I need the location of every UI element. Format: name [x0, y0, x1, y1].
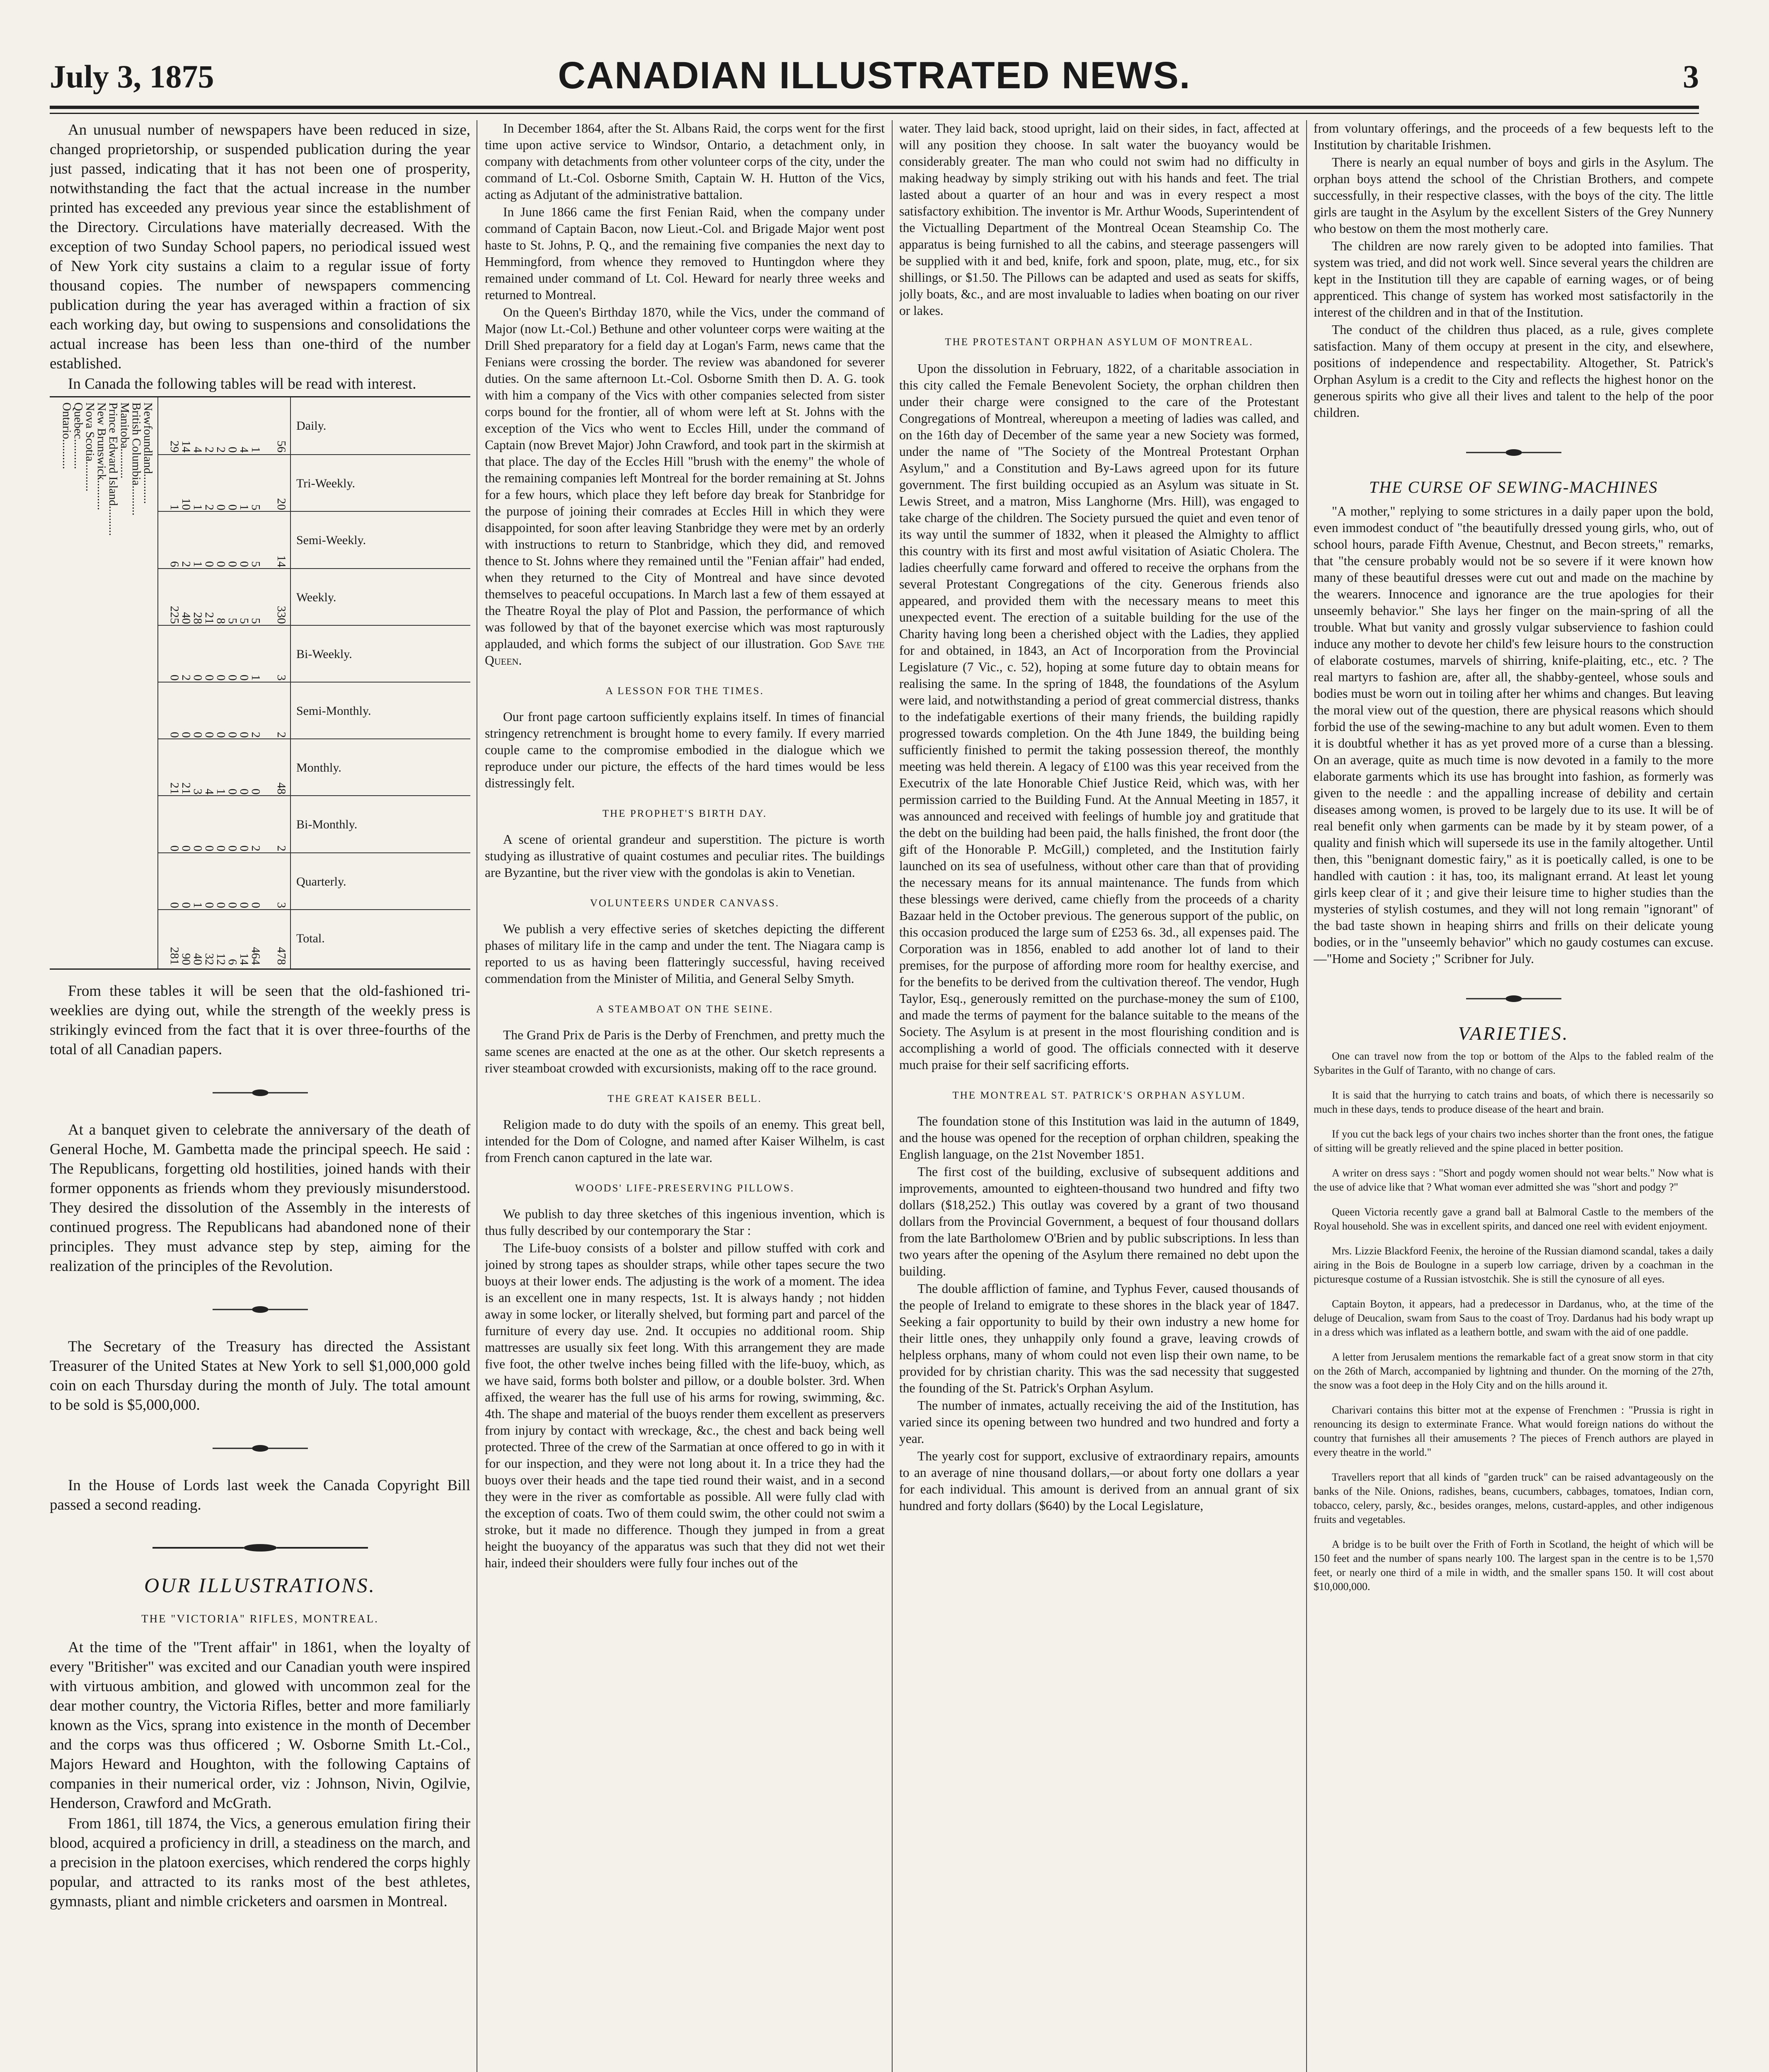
column-2: [485, 120, 885, 2072]
ornament-divider: [50, 1299, 470, 1319]
table-cell-total: 56: [275, 441, 288, 453]
subheading-lesson: A LESSON FOR THE TIMES.: [605, 685, 764, 697]
table-cell: 21: [179, 782, 193, 795]
row-label: Weekly.: [296, 590, 336, 604]
article-paragraph: The conduct of the children thus placed, as a rule, gives complete satisfaction. Many of them occupy at present in the city, and elsewhere, positions of independence and respectability. Altogether, St. Patrick's Orphan Asylum is a credit to the City and reflects the highest honor on the generous spirits who give all their lives and talent to the help of the poor children.: [1314, 322, 1713, 420]
table-cell: 5: [237, 618, 251, 624]
table-row: [157, 397, 470, 454]
ornament-divider: [50, 1082, 470, 1102]
subheading-kaiser-bell: THE GREAT KAISER BELL.: [607, 1093, 762, 1104]
table-cell: 0: [249, 788, 262, 795]
table-cell: 2: [249, 845, 262, 852]
article-paragraph: The yearly cost for support, exclusive of extraordinary repairs, amounts to an average of nine thousand dollars,—or about forty one dollars a year for each individual. This amount is derived from an annual grant of six hundred and forty dollars ($640) by the Local Legislature,: [899, 1449, 1299, 1513]
table-cell: 6: [226, 959, 239, 965]
province-name: Ontario..........: [60, 402, 73, 470]
province-name: New Brunswick..........: [95, 402, 108, 511]
row-label: Quarterly.: [296, 874, 346, 888]
article-paragraph: We publish to day three sketches of this ingenious invention, which is thus fully described by our contemporary the Star :: [485, 1207, 885, 1238]
table-cell: 1: [191, 902, 204, 908]
table-cell-total: 48: [275, 782, 288, 795]
table-cell: 281: [168, 947, 181, 965]
table-row: [157, 852, 470, 910]
variety-item: It is said that the hurrying to catch trains and boats, of which there is necessarily so much in these days, tends to produce disease of the heart and brain.: [1314, 1089, 1713, 1115]
article-paragraph: In December 1864, after the St. Albans Raid, the corps went for the first time upon active service to Windsor, Ontario, a detachment only, in company with detachments from other volunteer corps of the city, under the command of Lt.-Col. Osborne Smith, Captain W. H. Hutton of the Vics, acting as Adjutant of the administrative battalion.: [485, 121, 885, 202]
table-cell: 0: [237, 561, 251, 567]
article-paragraph: There is nearly an equal number of boys and girls in the Asylum. The orphan boys attend the school of the Christian Brothers, and compete successfully, in their respective classes, with the boys of the city. The little girls are taught in the Asylum by the excellent Sisters of the Grey Nunnery who bestow on them the most motherly care.: [1314, 155, 1713, 236]
table-cell: 0: [226, 504, 239, 511]
table-cell: 0: [226, 731, 239, 738]
masthead-rule-thin: [50, 113, 1699, 114]
issue-date: July 3, 1875: [50, 58, 214, 94]
section-heading-varieties: VARIETIES.: [1458, 1023, 1569, 1044]
table-cell: 0: [226, 845, 239, 852]
table-row: [157, 682, 470, 739]
table-cell: 29: [168, 441, 181, 453]
table-cell: 2: [214, 446, 227, 453]
table-cell: 1: [249, 675, 262, 681]
table-cell: 0: [214, 731, 227, 738]
table-cell: 0: [168, 731, 181, 738]
table-cell: 0: [191, 845, 204, 852]
table-cell: 0: [168, 845, 181, 852]
variety-item: Travellers report that all kinds of "garden truck" can be raised advantageously on the banks of the Nile. Onions, radishes, beans, cucumbers, cabbages, tomatoes, Indian corn, tobacco, celery, parsly, &c., besides oranges, melons, custard-apples, and other indigenous fruits and vegetables.: [1314, 1471, 1713, 1525]
section-heading-sewing-machines: THE CURSE OF SEWING-MACHINES: [1369, 478, 1658, 496]
table-row: [157, 625, 470, 683]
article-paragraph: In June 1866 came the first Fenian Raid, when the company under command of Captain Bacon, now Lieut.-Col. and Brigade Major went post haste to St. Johns, P. Q., and the remaining five companies the next day to Hemmingford, from whence they removed to Huntingdon where they remained under command of Lt. Col. Heward for nearly three weeks and returned to Montreal.: [485, 205, 885, 302]
table-cell: 0: [214, 504, 227, 511]
table-cell: 0: [179, 845, 193, 852]
province-name: Nova Scotia..........: [83, 402, 97, 492]
table-row: [157, 738, 470, 796]
table-cell: 28: [191, 612, 204, 624]
table-cell: 0: [203, 561, 216, 567]
article-gambetta: At a banquet given to celebrate the anniversary of the death of General Hoche, M. Gambetta made the principal speech. He said : The Republicans, forgetting old hostilities, joined hands with their former opponents as friends whom they previously misunderstood. They desired the dissolution of the Assembly in the interests of continued progress. The Republicans had abandoned none of their principles. They must advance step by step, aiming for the realization of the principles of the Revolution.: [50, 1121, 470, 1275]
table-cell: 12: [214, 953, 227, 965]
province-name: Newfoundland..........: [141, 402, 155, 504]
table-cell: 4: [191, 446, 204, 453]
table-cell-total: 330: [275, 606, 288, 624]
subheading-pillows: WOODS' LIFE-PRESERVING PILLOWS.: [575, 1183, 795, 1194]
article-paragraph: The double affliction of famine, and Typhus Fever, caused thousands of the people of Ireland to emigrate to these shores in the black year of 1847. Seeking a fair opportunity to build by their own industry a new home for their little ones, they unhappily only found a grave, leaving crowds of helpless orphans, many of whom could not even lisp their own name, to be provided for by christian charity. This was the sad necessity that suggested the founding of the St. Patrick's Orphan Asylum.: [899, 1281, 1299, 1395]
article-paragraph: Upon the dissolution in February, 1822, of a charitable association in this city called the Female Benevolent Society, the orphan children then under their charge were consigned to the care of the Protestant Congregations of Montreal, whereupon a meeting of ladies was called, and on the 16th day of December of the same year a new Society was formed, under the name of "The Society of the Montreal Protestant Orphan Asylum," and a Constitution and By-Laws agreed upon for its future government. The first building occupied as an Asylum was situate in St. Lewis Street, and a matron, Miss Langhorne (Mrs. Hill), was engaged to take charge of the children. The Society pursued the quiet and even tenor of its way until the summer of 1832, when it pleased the Almighty to afflict this country with its first and most awful visitation of Asiatic Cholera. The ladies cheerfully came forward and offered to receive the orphans from the several Protestant Congregations of the city. Generous friends also appeared, and provided them with the necessary means to meet this unexpected event. The erection of a suitable building for the use of the Charity having long been a cherished object with the Ladies, they applied for and obtained, in 1843, an Act of Incorporation from the Provincial Legislature (7 Vic., c. 52), hoping at some future day to obtain means for realising the same. In the spring of 1848, the foundations of the Asylum were laid, and notwithstanding a period of great commercial distress, thanks to the indefatigable exertions of their many friends, the building rapidly progressed towards completion. On the 4th June 1849, the building being sufficiently finished to permit the taking possession thereof, the monthly meeting was held therein. A legacy of £100 was this year received from the Executrix of the late Honorable Chief Justice Reid, which was, with her permission carried to the Building Fund. At the Annual Meeting in 1857, it was announced and received with feelings of humble joy and gratitude that the debt on the building had been paid, the halls finished, the front door (the gift of the Honorable P. McGill,) completed, and the Institution fairly launched on its sea of usefulness, without other care than that of providing the necessary means for its annual maintenance. The funds from which these blessings were derived, came chiefly from the proceeds of a charity Bazaar held in the October previous. The generous support of the public, on this occasion produced the large sum of £253 6s. 3d., all expenses paid. The Corporation was in 1856, enabled to add another lot of land to their premises, for the purpose of affording more room for healthy exercise, and for the benefits to be derived from the cultivation thereof. The vendor, Hugh Taylor, Esq., generously remitted on the purchase-money the sum of £100, and made the terms of payment for the balance suitable to the means of the Society. The Asylum is at present in the most flourishing condition and is accomplishing a world of good. The officials connected with it deserve much praise for their self sacrificing efforts.: [899, 361, 1299, 1072]
table-cell: 0: [203, 731, 216, 738]
table-cell: 14: [179, 441, 193, 453]
table-cell: 40: [191, 953, 204, 965]
table-cell-total: 2: [275, 845, 288, 852]
table-cell-total: 2: [275, 731, 288, 738]
variety-item: A letter from Jerusalem mentions the remarkable fact of a great snow storm in that city on the 26th of March, accompanied by lightning and thunder. On the morning of the 27th, the snow was a foot deep in the Holy City and on the hills around it.: [1314, 1351, 1713, 1391]
variety-item: Queen Victoria recently gave a grand ball at Balmoral Castle to the members of the Royal household. She was in excellent spirits, and danced one reel with evident enjoyment.: [1314, 1206, 1713, 1232]
table-cell: 0: [203, 675, 216, 681]
row-label: Daily.: [296, 419, 327, 433]
article-sewing-machines: "A mother," replying to some strictures in a daily paper upon the bold, even immodest conduct of "the beautifully dressed young girls, who, out of school hours, parade Fifth Avenue, Chestnut, and Becon streets," remarks, that "the censure probably would not be so severe if it were known how many of these beautiful dresses were cut out and made on the machine by the wearers. Innocence and ignorance are the true apologies for their unseemly behavior." She lays her finger on the main-spring of all the trouble. What but vanity and grossly vulgar subservience to fashion could induce any mother to devote her child's few leisure hours to the construction of elaborate costumes, marvels of shirring, knife-plaiting, etc., etc. ? The real martyrs to fashion are, after all, the shabby-genteel, whose souls and bodies must be worn out in toiling after her whims and changes. But leaving the moral view out of the question, there are physical reasons which should forbid the use of the sewing-machine to any but adult women. Even to them it is doubtful whether it has as yet proved more of a curse than a blessing. On an average, quite as much time is now devoted in a family to the more elaborate garments which its use has brought into fashion, as formerly was given to the needle : and the appalling increase of debility and certain diseases among women, is proved to be largely due to its use. It will be of real benefit only when garments can be made by it by steam power, of a quality and finish which will supersede its use in the family altogether. Until then, this "benignant domestic fairy," as it is poetically called, is one to be handled with caution : it has, too, its malignant errand. At least let young girls keep clear of it ; and give their leisure time to higher studies than the mysteries of stylish costumes, and they will not long remain "ignorant" of the bad taste shown in heaping shirrs and frills on their delicate young bodies, or in the "unseemly behavior" which no gaudy costumes can excuse.—"Home and Society ;" Scribner for July.: [1314, 504, 1713, 966]
table-cell: 21: [203, 612, 216, 624]
table-cell: 0: [168, 675, 181, 681]
table-cell: 0: [214, 902, 227, 908]
section-heading-our-illustrations: OUR ILLUSTRATIONS.: [144, 1573, 376, 1597]
province-name: Prince Edward Island..........: [106, 402, 120, 536]
table-cell: 0: [226, 788, 239, 795]
table-cell: 5: [249, 618, 262, 624]
table-cell: 4: [203, 788, 216, 795]
article-paragraph: The Life-buoy consists of a bolster and pillow stuffed with cork and joined by strong tapes as shoulder straps, while other tapes secure the two buoys at their lower ends. The adjusting is the work of a moment. The idea is an excellent one in many respects, 1st. It is always handy ; not hidden away in some locker, or literally shelved, but forming part and parcel of the furniture of every day use. 2nd. It occupies no additional room. Ship mattresses are usually six feet long. With this arrangement they are made five foot, the other twelve inches being filled with the life-buoy, which, as we have said, forms both bolster and pillow, or a double bolster. 3rd. When affixed, the wearer has the full use of his arms for rowing, swimming, &c. 4th. The shape and material of the buoys render them excellent as preservers from injury by contact with wreckage, &c., the chest and back being well protected. Three of the crew of the Sarmatian at once offered to go in with it for our inspection, and they were not long about it. In a trice they had the buoys over their heads and the tape tied round their waist, and in a second they were in the river as comfortable as possible. All were fully clad with the exception of coats. Two of them could swim, the other could not swim a stroke, but it made no difference. Though they jumped in from a great height the buoyancy of the apparatus was such that they did not wet their hair, indeed their shoulders were fully four inches out of the: [485, 1241, 885, 1570]
table-cell: 1: [191, 561, 204, 567]
paragraph-text: On the Queen's Birthday 1870, while the Vics, under the command of Major (now Lt.-Col.) Bethune and other volunteer corps were waiting at the Drill Shed preparatory for a field day at Logan's Farm, news came that the Fenians were crossing the border. The review was abandoned for severer duties. On the same afternoon Lt.-Col. Osborne Smith then D. A. G. took with him a company of the Vics with other companies selected from sister corps bound for the frontier, all of whom were left at St. Johns with the exception of the Vics who went to Eccles Hill, under the command of Captain (now Brevet Major) John Crawford, and took part in the skirmish at that place. The day of the Eccles Hill "brush with the enemy" the whole of the remaining companies left Montreal for the border remaining at St. Johns for a few hours, which place they left before day break for Stanbridge for the purpose of joining their comrades at Eccles Hill in which they were disappointed, for soon after leaving Stanbridge they were met by an orderly with instructions to return to Stanbridge, which they did, and removed thence to St. Johns where they remained until the "Fenian affair" had ended, when they returned to the City of Montreal and have since devoted themselves to peaceful occupations. In March last a few of them essayed at the Theatre Royal the play of Plot and Passion, the performance of which was followed by that of the bayonet exercise which was most rapturously applauded, and which forms the subject of our illustration.: [485, 305, 885, 651]
table-cell: 1: [249, 446, 262, 453]
column-3: [899, 120, 1299, 2072]
table-cell: 0: [214, 845, 227, 852]
table-cell: 0: [226, 675, 239, 681]
article-treasury: The Secretary of the Treasury has directed the Assistant Treasurer of the United States at New York to sell $1,000,000 gold coin on each Thursday during the month of July. The total amount to be sold is $5,000,000.: [50, 1338, 470, 1414]
table-cell-total: 478: [275, 947, 288, 965]
article-copyright: In the House of Lords last week the Canada Copyright Bill passed a second reading.: [50, 1477, 470, 1513]
article-paragraph: We publish a very effective series of sketches depicting the different phases of military life in the camp and under the tent. The Niagara camp is reported to us as having been flatteringly successful, having received commendation from the Minister of Militia, and General Selby Smyth.: [485, 922, 885, 986]
table-cell: 0: [237, 675, 251, 681]
table-cell: 21: [168, 782, 181, 795]
newspaper-title: CANADIAN ILLUSTRATED NEWS.: [558, 54, 1191, 97]
table-cell-total: 3: [275, 675, 288, 681]
ornament-divider-long: [50, 1538, 470, 1557]
table-cell-total: 3: [275, 902, 288, 908]
table-row: [157, 568, 470, 626]
table-cell: 0: [237, 788, 251, 795]
table-cell: 0: [203, 845, 216, 852]
row-label: Semi-Monthly.: [296, 704, 371, 718]
article-paragraph: The number of inmates, actually receiving the aid of the Institution, has varied since its opening between two hundred and two hundred and forty a year.: [899, 1398, 1299, 1446]
variety-item: Charivari contains this bitter mot at the expense of Frenchmen : "Prussia is right in renouncing its design to exterminate France. What would foreign nations do without the country that furnishes all their amusements ? The pieces of French authors are played in every theatre in the world.": [1314, 1404, 1713, 1458]
table-cell: 0: [226, 561, 239, 567]
table-cell: 0: [179, 902, 193, 908]
row-label: Bi-Weekly.: [296, 647, 352, 661]
table-cell: 0: [237, 845, 251, 852]
table-cell: 225: [168, 606, 181, 624]
article-victoria-rifles: At the time of the "Trent affair" in 1861, when the loyalty of every "Britisher" was excited and our Canadian youth were inspired with virtuous ambition, and glowed with uncommon zeal for the dear mother country, the Victoria Rifles, better and more familiarly known as the Vics, sprang into existence in the month of December and the corps was thus officered ; W. Osborne Smith Lt.-Col., Majors Heward and Houghton, with the following Captains of companies in their numerical order, viz : Johnson, Nivin, Ogilvie, Henderson, Crawford and McGrath.: [50, 1639, 470, 1812]
table-cell: 1: [191, 504, 204, 511]
variety-item: A bridge is to be built over the Frith of Forth in Scotland, the height of which will be 150 feet and the number of spans nearly 100. The largest span in the centre is to be 1,570 feet, or nearly one third of a mile in width, and the smaller spans 150. It will cost about $10,000,000.: [1314, 1538, 1713, 1593]
subheading-steamboat: A STEAMBOAT ON THE SEINE.: [596, 1004, 774, 1015]
article-paragraph: In Canada the following tables will be read with interest.: [68, 375, 416, 392]
table-row: [157, 909, 470, 967]
table-cell: 2: [203, 446, 216, 453]
table-row: [157, 795, 470, 853]
column-1: [50, 120, 470, 2072]
row-label: Monthly.: [296, 761, 341, 775]
signoff: God Save the Queen.: [485, 637, 885, 668]
table-cell: 0: [214, 675, 227, 681]
table-cell-total: 20: [275, 498, 288, 511]
table-cell: 2: [203, 504, 216, 511]
table-cell: 90: [179, 953, 193, 965]
table-cell: 0: [237, 902, 251, 908]
subheading-st-patricks: THE MONTREAL ST. PATRICK'S ORPHAN ASYLUM.: [952, 1090, 1246, 1101]
column-4: [1314, 120, 1713, 2072]
article-paragraph: from voluntary offerings, and the proceeds of a few bequests left to the Institution by charitable Irishmen.: [1314, 121, 1713, 152]
table-cell: 0: [168, 902, 181, 908]
varieties-list: [1314, 1049, 1713, 1594]
article-paragraph: water. They laid back, stood upright, laid on their sides, in fact, affected at will any position they choose. In salt water the buoyancy would be considerably greater. The man who could not swim had no difficulty in making headway by simply striking out with his hands and feet. The trial lasted about a quarter of an hour and was in every respect a most satisfactory exhibition. The inventor is Mr. Arthur Woods, Superintendent of the Victualling Department of the Montreal Ocean Steamship Co. The apparatus is being furnished to all the cabins, and steerage passengers will be supplied with it and bed, knife, fork and spoon, plate, mug, etc., for six shillings, or $1.50. The Pillows can be adapted and used as seats for skiffs, jolly boats, &c., and are most invaluable to ladies when boating on our river or lakes.: [899, 121, 1299, 318]
subheading-protestant-asylum: THE PROTESTANT ORPHAN ASYLUM OF MONTREAL.: [945, 336, 1254, 348]
row-label: Tri-Weekly.: [296, 477, 356, 491]
table-cell: 464: [249, 947, 262, 965]
newspaper-statistics-table: [50, 396, 470, 970]
variety-item: Captain Boyton, it appears, had a predecessor in Dardanus, who, at the time of the deluge of Deucalion, swam from Saus to the coast of Troy. Dardanus had his body wrapt up in a dress which was inflated as a leathern bottle, and swam with the aid of one paddle.: [1314, 1298, 1713, 1338]
masthead-rule: [50, 106, 1699, 109]
table-cell: 2: [249, 731, 262, 738]
article-newspapers: An unusual number of newspapers have been reduced in size, changed proprietorship, or suspended publication during the year just passed, indicating that it has not been one of prosperity, notwithstanding the fact that the actual increase in the number printed has exceeded any previous year since the establishment of the Directory. Circulations have materially decreased. With the exception of two Sunday School papers, no periodical issued west of New York city sustains a claim to a regular issue of forty thousand copies. The number of newspapers commencing publication during the year has averaged within a fraction of six each working day, but owing to suspensions and consolidations the actual increase has been less than one-third of the number established.: [50, 121, 470, 372]
province-name: Manitoba..........: [118, 402, 131, 479]
table-cell: 1: [237, 504, 251, 511]
table-cell: 0: [191, 675, 204, 681]
province-name: Quebec..........: [72, 402, 85, 470]
table-cell: 0: [226, 902, 239, 908]
table-cell: 6: [168, 561, 181, 567]
table-row: [157, 511, 470, 569]
ornament-divider: [1314, 990, 1713, 1007]
article-paragraph: Religion made to do duty with the spoils of an enemy. This great bell, intended for the Dom of Cologne, and named after Kaiser Wilhelm, is cast from French canon captured in the late war.: [485, 1117, 885, 1165]
article-paragraph: The foundation stone of this Institution was laid in the autumn of 1849, and the house was opened for the reception of orphan children, speaking the English language, on the 21st November 1851.: [899, 1114, 1299, 1162]
subheading-prophet: THE PROPHET'S BIRTH DAY.: [602, 808, 767, 819]
table-cell: 5: [249, 561, 262, 567]
article-paragraph: [485, 304, 885, 669]
table-cell: 0: [191, 731, 204, 738]
table-cell: 0: [179, 731, 193, 738]
column-divider: [892, 120, 893, 2072]
table-cell: 40: [179, 612, 193, 624]
table-cell: 5: [226, 618, 239, 624]
row-label: Bi-Monthly.: [296, 818, 358, 832]
row-label: Total.: [296, 931, 325, 945]
table-cell: 0: [214, 561, 227, 567]
table-cell: 10: [179, 498, 193, 511]
subheading-volunteers: VOLUNTEERS UNDER CANVASS.: [590, 898, 780, 909]
table-cell: 1: [214, 788, 227, 795]
table-cell: 0: [249, 902, 262, 908]
article-paragraph: Our front page cartoon sufficiently explains itself. In times of financial stringency retrenchment is brought home to every family. If every married couple came to the compromise embodied in the dialogue which we reproduce under our picture, the effects of the hard times would be less distressingly felt.: [485, 709, 885, 790]
column-divider: [1306, 120, 1307, 2072]
article-paragraph: From 1861, till 1874, the Vics, a generous emulation firing their blood, acquired a proficiency in drill, a steadiness on the march, and a precision in the platoon exercises, which rendered the corps highly popular, and attracted to its ranks most of the best athletes, gymnasts, pliant and nimble cricketers and oarsmen in Montreal.: [50, 1815, 470, 1910]
table-cell: 0: [226, 446, 239, 453]
variety-item: A writer on dress says : "Short and pogdy women should not wear belts." Now what is the use of advice like that ? What woman ever admitted she was "short and podgy ?": [1314, 1167, 1713, 1193]
table-cell-total: 14: [275, 555, 288, 567]
article-paragraph: The Grand Prix de Paris is the Derby of Frenchmen, and pretty much the same scenes are enacted at the one as at the other. Our sketch represents a river steamboat crowded with excursionists, making off to the race ground.: [485, 1028, 885, 1075]
article-paragraph: From these tables it will be seen that the old-fashioned tri-weeklies are dying out, while the strength of the weekly press is strikingly evinced from the fact that it is over three-fourths of the total of all Canadian papers.: [50, 983, 470, 1058]
table-cell: 4: [237, 446, 251, 453]
article-paragraph: The children are now rarely given to be adopted into families. That system was tried, and did not work well. Since several years the children are kept in the Institution till they are capable of earning wages, or of being apprenticed. This change of system has worked most satisfactorily in the interest of the children and in that of the Institution.: [1314, 239, 1713, 320]
table-cell: 2: [179, 561, 193, 567]
variety-item: If you cut the back legs of your chairs two inches shorter than the front ones, the fatigue of sitting will be greatly relieved and the spine placed in better position.: [1314, 1128, 1713, 1154]
province-names: [50, 397, 157, 968]
table-cell: 1: [168, 504, 181, 511]
table-row: [157, 454, 470, 512]
table-cell: 3: [191, 788, 204, 795]
province-name: British Columbia..........: [130, 402, 143, 516]
article-paragraph: A scene of oriental grandeur and superstition. The picture is worth studying as illustrative of quaint costumes and peculiar rites. The buildings are Byzantine, but the river view with the gondolas is akin to Venetian.: [485, 832, 885, 880]
table-cell: 2: [179, 675, 193, 681]
masthead: [50, 54, 1699, 104]
article-paragraph: The first cost of the building, exclusive of subsequent additions and improvements, amounted to eighteen-thousand two hundred and fifty two dollars ($18,252.) This outlay was covered by a grant of two thousand dollars from the Provincial Government, a bequest of four thousand dollars from the late Bartholomew O'Brien and by public subscriptions. In less than two years after the opening of the Asylum there remained no debt upon the building.: [899, 1164, 1299, 1278]
table-cell: 32: [203, 953, 216, 965]
ornament-divider: [50, 1438, 470, 1457]
table-cell: 5: [249, 504, 262, 511]
subheading-victoria-rifles: THE "VICTORIA" RIFLES, MONTREAL.: [141, 1612, 379, 1625]
variety-item: One can travel now from the top or bottom of the Alps to the fabled realm of the Sybarites in the Gulf of Taranto, with no change of cars.: [1314, 1050, 1713, 1076]
page-number: 3: [1683, 58, 1699, 94]
table-cell: 14: [237, 953, 251, 965]
variety-item: Mrs. Lizzie Blackford Feenix, the heroine of the Russian diamond scandal, takes a daily airing in the Bois de Boulogne in a superb low carriage, driven by a coachman in the picturesque costume of a Russian istvostchik. She is still the cynosure of all eyes.: [1314, 1245, 1713, 1285]
row-label: Semi-Weekly.: [296, 533, 366, 547]
ornament-divider: [1314, 444, 1713, 461]
table-cell: 8: [214, 618, 227, 624]
table-cell: 0: [203, 902, 216, 908]
table-cell: 0: [237, 731, 251, 738]
